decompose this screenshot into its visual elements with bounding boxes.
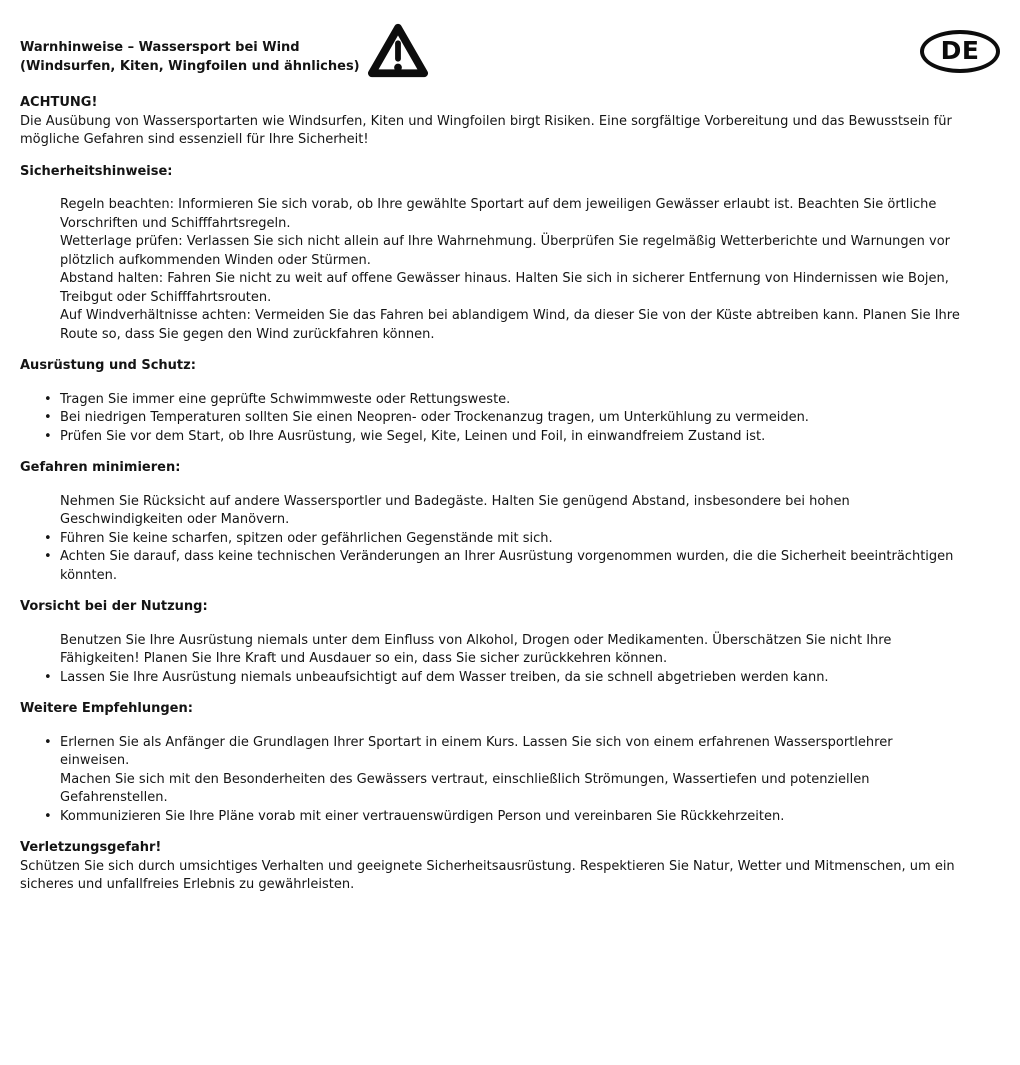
safety-note-item: Benutzen Sie Ihre Ausrüstung niemals unter dem Einfluss von Alkohol, Drogen oder Medikamenten. Überschätzen Sie nicht Ihre Fähigkeiten! Planen Sie Ihre Kraft und Ausdauer so ein, dass Sie sicher zurückkehren können. (60, 632, 892, 666)
bullet-list-item: • Führen Sie keine scharfen, spitzen oder gefährlichen Gegenstände mit sich. (20, 530, 965, 549)
section-gefahren-minimieren (20, 459, 965, 585)
language-badge-label: DE (940, 36, 980, 66)
safety-note-item: Nehmen Sie Rücksicht auf andere Wassersportler und Badegäste. Halten Sie genügend Abstand, insbesondere bei hohen Geschwindigkeiten oder Manövern. (60, 493, 850, 527)
section-paragraph: Schützen Sie sich durch umsichtiges Verhalten und geeignete Sicherheitsausrüstung. Respektieren Sie Natur, Wetter und Mitmenschen, um ein sicheres und unfallfreies Erlebnis zu gewährleisten. (20, 858, 955, 892)
bullet-list-item: • Achten Sie darauf, dass keine technischen Veränderungen an Ihrer Ausrüstung vorgenommen wurden, die die Sicherheit beeinträchtigen könnten. (20, 548, 965, 585)
safety-note-item: Auf Windverhältnisse achten: Vermeiden Sie das Fahren bei ablandigem Wind, da dieser Sie von der Küste abtreiben kann. Planen Sie Ihre Route so, dass Sie gegen den Wind zurückfahren können. (60, 308, 960, 342)
document-header (20, 36, 1000, 81)
page-title (20, 39, 360, 76)
section-heading: Sicherheitshinweise: (20, 163, 173, 179)
section-ausruestung-und-schutz (20, 357, 965, 446)
safety-note-item: Regeln beachten: Informieren Sie sich vorab, ob Ihre gewählte Sportart auf dem jeweiligen Gewässer erlaubt ist. Beachten Sie örtliche Vorschriften und Schifffahrtsregeln. (60, 197, 937, 231)
safety-note-item: Wetterlage prüfen: Verlassen Sie sich nicht allein auf Ihre Wahrnehmung. Überprüfen Sie regelmäßig Wetterberichte und Warnungen vor plötzlich aufkommenden Winden oder Stürmen. (60, 234, 951, 268)
section-sicherheitshinweise (20, 163, 965, 345)
language-badge-de (920, 30, 1000, 73)
bullet-list-item: • Lassen Sie Ihre Ausrüstung niemals unbeaufsichtigt auf dem Wasser treiben, da sie schnell abgetrieben werden kann. (20, 669, 965, 688)
bullet-list-item: • Erlernen Sie als Anfänger die Grundlagen Ihrer Sportart in einem Kurs. Lassen Sie sich von einem erfahrenen Wassersportlehrer einweisen. (20, 734, 965, 771)
section-heading: Ausrüstung und Schutz: (20, 358, 196, 373)
section-heading: Gefahren minimieren: (20, 460, 181, 475)
section-heading: ACHTUNG! (20, 95, 98, 110)
section-heading: Weitere Empfehlungen: (20, 701, 193, 716)
section-weitere-empfehlungen (20, 700, 965, 826)
section-vorsicht-bei-der-nutzung (20, 598, 965, 687)
section-paragraph: Die Ausübung von Wassersportarten wie Windsurfen, Kiten und Wingfoilen birgt Risiken. Eine sorgfältige Vorbereitung und das Bewusstsein für mögliche Gefahren sind essenziell für Ihre Sicherheit! (20, 113, 952, 147)
section-verletzungsgefahr (20, 839, 965, 895)
section-heading: Verletzungsgefahr! (20, 840, 162, 855)
bullet-list-item: • Kommunizieren Sie Ihre Pläne vorab mit einer vertrauenswürdigen Person und vereinbaren Sie Rückkehrzeiten. (20, 808, 965, 827)
section-achtung (20, 94, 965, 150)
bullet-list-item: • Bei niedrigen Temperaturen sollten Sie einen Neopren- oder Trockenanzug tragen, um Unterkühlung zu vermeiden. (20, 409, 965, 428)
safety-note-item: Abstand halten: Fahren Sie nicht zu weit auf offene Gewässer hinaus. Halten Sie sich in sicherer Entfernung von Hindernissen wie Bojen, Treibgut oder Schifffahrtsrouten. (60, 271, 949, 305)
title-line-2: (Windsurfen, Kiten, Wingfoilen und ähnliches) (20, 58, 360, 74)
warning-document (0, 36, 1020, 895)
bullet-list-item: • Prüfen Sie vor dem Start, ob Ihre Ausrüstung, wie Segel, Kite, Leinen und Foil, in einwandfreiem Zustand ist. (20, 428, 965, 447)
section-heading: Vorsicht bei der Nutzung: (20, 599, 208, 614)
bullet-list-item: • Tragen Sie immer eine geprüfte Schwimmweste oder Rettungsweste. (20, 391, 965, 410)
title-line-1: Warnhinweise – Wassersport bei Wind (20, 40, 300, 55)
safety-note-item: Machen Sie sich mit den Besonderheiten des Gewässers vertraut, einschließlich Strömungen, Wassertiefen und potenziellen Gefahrenstellen. (60, 771, 870, 805)
warning-triangle-icon (367, 21, 429, 81)
